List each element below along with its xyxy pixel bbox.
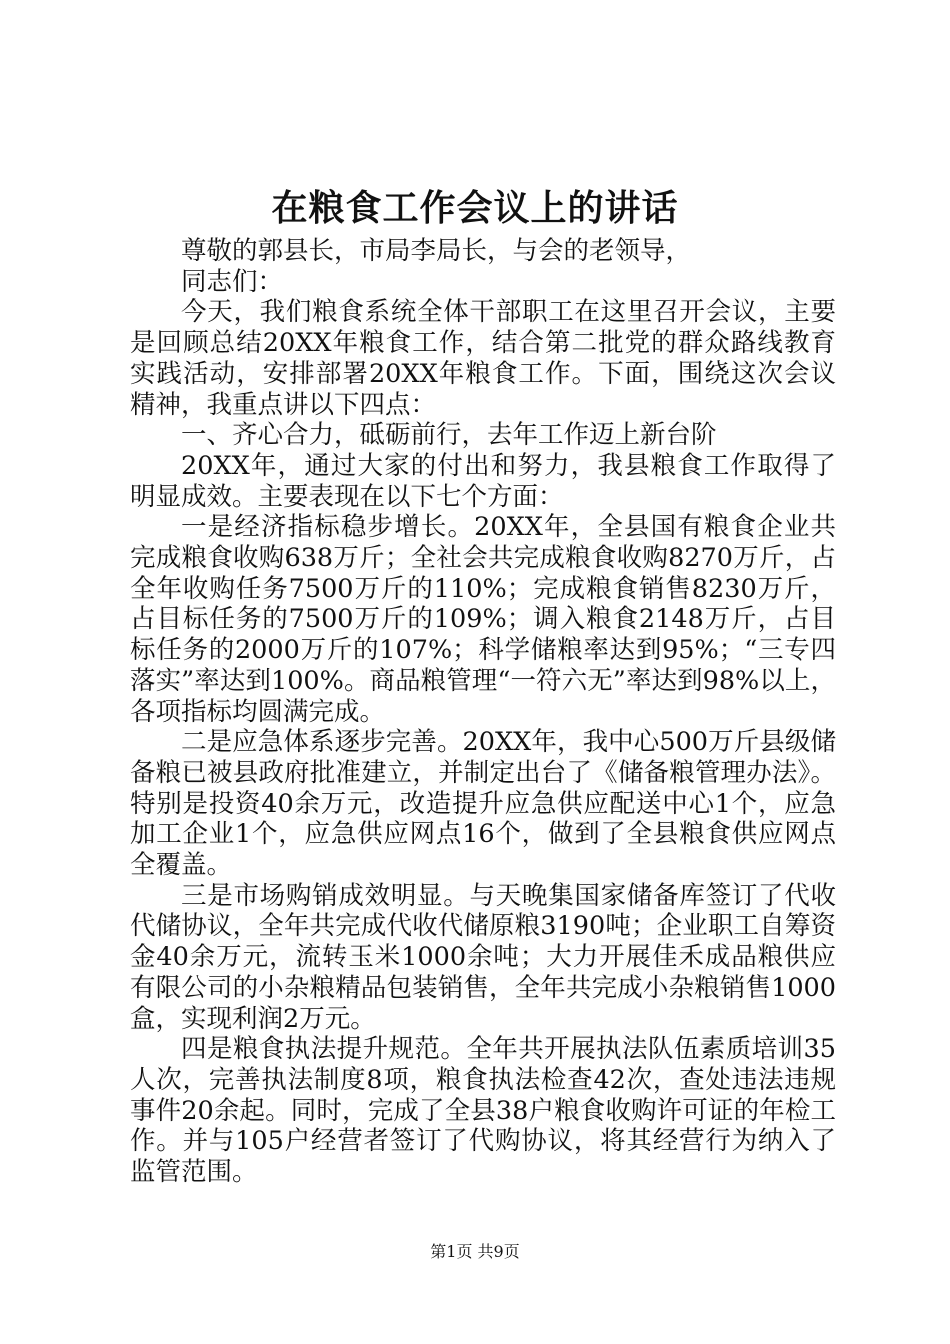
point-1-paragraph: 一是经济指标稳步增长。20XX年，全县国有粮食企业共完成粮食收购638万斤；全社会共完成粮食收购8270万斤，占全年收购任务7500万斤的110%；完成粮食销售8230万斤，占目标任务的7500万斤的109%；调入粮食2148万斤，占目标任务的2000万斤的107%；科学储粮率达到95%；“三专四落实”率达到100%。商品粮管理“一符六无”率达到98%以上，各项指标均圆满完成。 bbox=[130, 512, 836, 727]
document-title: 在粮食工作会议上的讲话 bbox=[271, 187, 679, 229]
point-3-paragraph: 三是市场购销成效明显。与天晚集国家储备库签订了代收代储协议，全年共完成代收代储原粮3190吨；企业职工自筹资金40余万元，流转玉米1000余吨；大力开展佳禾成品粮供应有限公司的小杂粮精品包装销售，全年共完成小杂粮销售1000盒，实现利润2万元。 bbox=[130, 880, 836, 1034]
page-number-footer: 第1页 共9页 bbox=[430, 1242, 520, 1261]
salutation-comrades: 同志们： bbox=[181, 266, 284, 297]
salutation-line: 尊敬的郭县长，市局李局长，与会的老领导， bbox=[181, 236, 692, 266]
summary-paragraph: 20XX年，通过大家的付出和努力，我县粮食工作取得了明显成效。主要表现在以下七个方面： bbox=[130, 450, 836, 512]
point-4-paragraph: 四是粮食执法提升规范。全年共开展执法队伍素质培训35人次，完善执法制度8项，粮食执法检查42次，查处违法违规事件20余起。同时，完成了全县38户粮食收购许可证的年检工作。并与105户经营者签订了代购协议，将其经营行为纳入了监管范围。 bbox=[130, 1034, 836, 1188]
intro-paragraph: 今天，我们粮食系统全体干部职工在这里召开会议，主要是回顾总结20XX年粮食工作，结合第二批党的群众路线教育实践活动，安排部署20XX年粮食工作。下面，围绕这次会议精神，我重点讲以下四点： bbox=[130, 297, 836, 420]
document-body bbox=[130, 236, 836, 1188]
point-2-paragraph: 二是应急体系逐步完善。20XX年，我中心500万斤县级储备粮已被县政府批准建立，并制定出台了《储备粮管理办法》。特别是投资40余万元，改造提升应急供应配送中心1个，应急加工企业1个，应急供应网点16个，做到了全县粮食供应网点全覆盖。 bbox=[130, 727, 836, 881]
section-heading-1: 一、齐心合力，砥砺前行，去年工作迈上新台阶 bbox=[181, 420, 717, 451]
